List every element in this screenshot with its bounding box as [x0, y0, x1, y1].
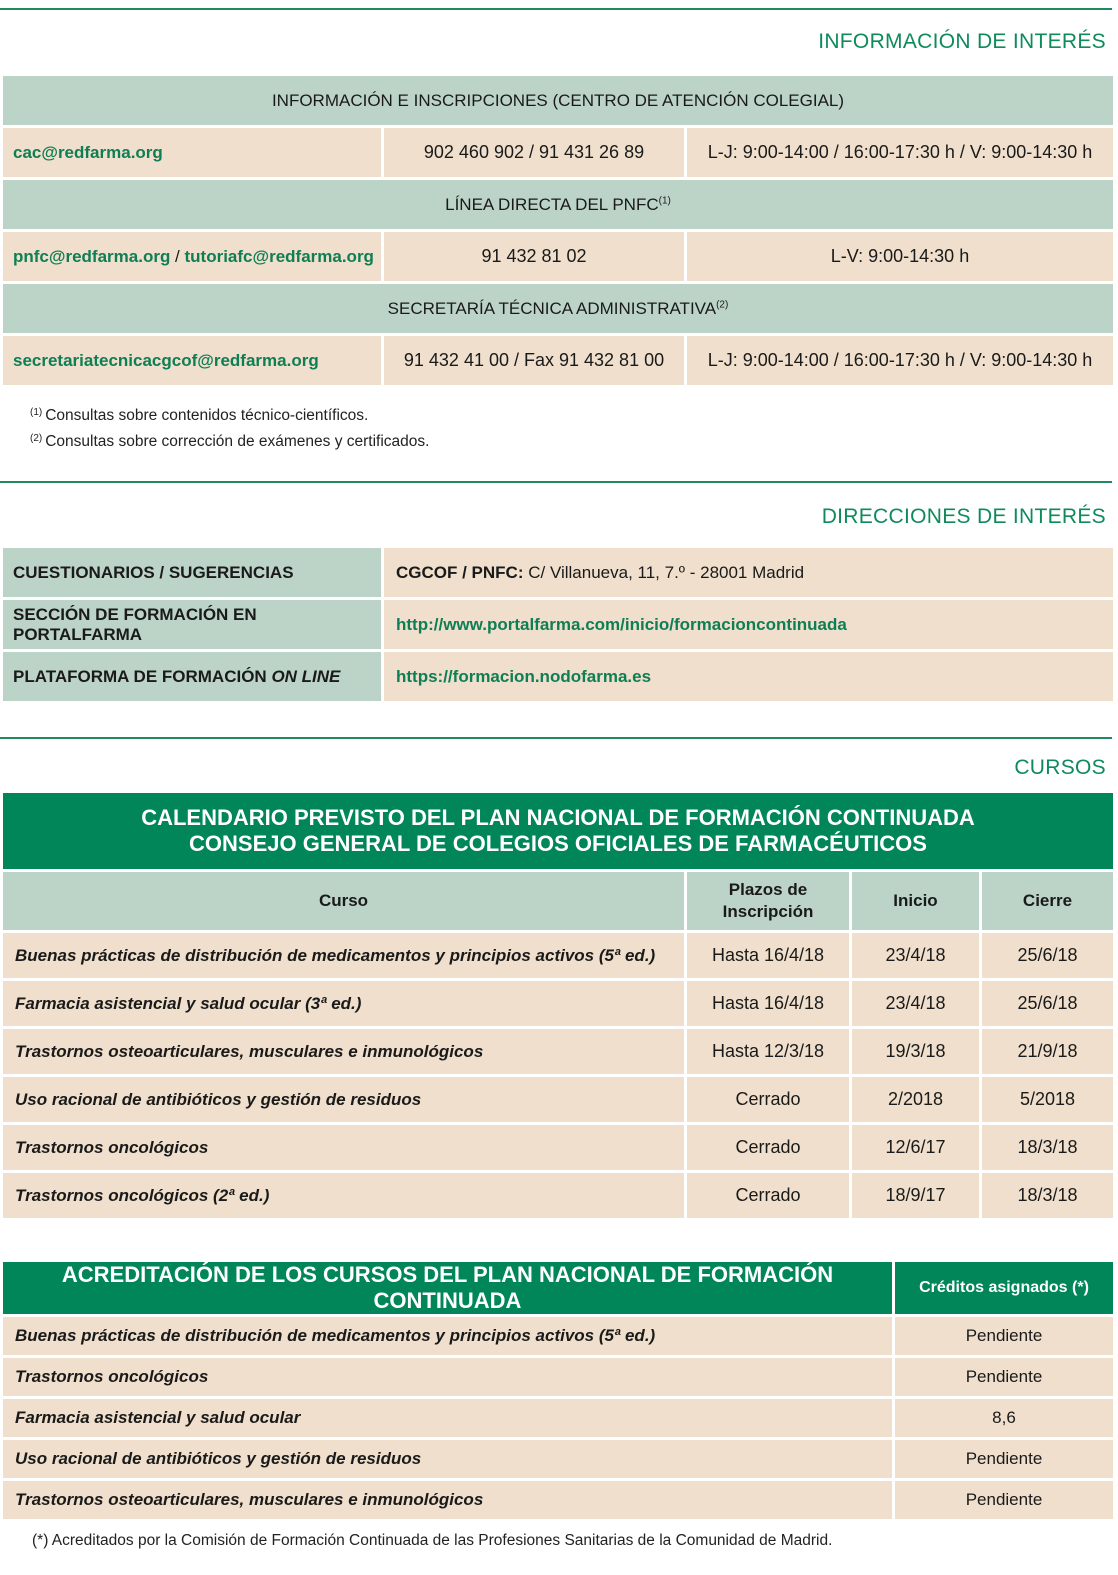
calendar-row	[3, 933, 1113, 978]
addresses-section-title: DIRECCIONES DE INTERÉS	[821, 505, 1106, 528]
footnote-mark: (2)	[716, 298, 729, 310]
section-divider	[0, 8, 1112, 10]
address-text: C/ Villanueva, 11, 7.º - 28001 Madrid	[523, 562, 805, 582]
course-name: Uso racional de antibióticos y gestión de residuos	[3, 1440, 892, 1478]
course-name: Trastornos oncológicos (2ª ed.)	[3, 1173, 684, 1218]
cierre-cell: 25/6/18	[982, 981, 1113, 1026]
accreditation-footnote: (*) Acreditados por la Comisión de Formación Continuada de las Profesiones Sanitarias de la Comunidad de Madrid.	[32, 1532, 833, 1549]
course-name: Trastornos oncológicos	[3, 1358, 892, 1396]
info-row	[3, 336, 1113, 385]
header-text: LÍNEA DIRECTA DEL PNFC	[445, 194, 659, 214]
email-cell	[3, 128, 381, 177]
email-link[interactable]: secretariatecnicacgcof@redfarma.org	[13, 350, 319, 370]
phone-cell: 91 432 81 02	[384, 232, 684, 281]
footnote-mark: (1)	[658, 194, 671, 206]
label-text: PLATAFORMA DE FORMACIÓN	[13, 666, 272, 686]
addresses-table	[0, 545, 1116, 704]
info-block-header	[3, 180, 1113, 229]
email-link[interactable]: tutoriafc@redfarma.org	[184, 246, 374, 266]
plazo-cell: Hasta 16/4/18	[687, 981, 849, 1026]
course-name: Trastornos oncológicos	[3, 1125, 684, 1170]
course-name: Farmacia asistencial y salud ocular (3ª ed.)	[3, 981, 684, 1026]
accreditation-row	[3, 1399, 1113, 1437]
note	[30, 427, 429, 453]
address-label	[3, 652, 381, 701]
label-italic: ON LINE	[271, 666, 341, 686]
calendar-row	[3, 1077, 1113, 1122]
phone-cell: 91 432 41 00 / Fax 91 432 81 00	[384, 336, 684, 385]
calendar-header-row	[3, 872, 1113, 930]
note	[30, 401, 429, 427]
address-label: CUESTIONARIOS / SUGERENCIAS	[3, 548, 381, 597]
inicio-cell: 23/4/18	[852, 981, 979, 1026]
address-value	[384, 548, 1113, 597]
cierre-cell: 5/2018	[982, 1077, 1113, 1122]
course-name: Buenas prácticas de distribución de medicamentos y principios activos (5ª ed.)	[3, 933, 684, 978]
address-label: SECCIÓN DE FORMACIÓN EN PORTALFARMA	[3, 600, 381, 649]
calendar-row	[3, 1125, 1113, 1170]
credits-cell: 8,6	[895, 1399, 1113, 1437]
info-row	[3, 128, 1113, 177]
inicio-cell: 23/4/18	[852, 933, 979, 978]
address-row	[3, 548, 1113, 597]
plazo-cell: Cerrado	[687, 1173, 849, 1218]
email-link[interactable]: cac@redfarma.org	[13, 142, 163, 162]
plazo-cell: Cerrado	[687, 1125, 849, 1170]
plazo-cell: Cerrado	[687, 1077, 849, 1122]
courses-section-title: CURSOS	[1014, 756, 1106, 779]
course-name: Trastornos osteoarticulares, musculares e inmunológicos	[3, 1029, 684, 1074]
calendar-table	[0, 790, 1116, 1221]
cierre-cell: 21/9/18	[982, 1029, 1113, 1074]
calendar-title	[3, 793, 1113, 869]
col-cierre: Cierre	[982, 872, 1113, 930]
credits-cell: Pendiente	[895, 1481, 1113, 1519]
col-inicio: Inicio	[852, 872, 979, 930]
credits-cell: Pendiente	[895, 1358, 1113, 1396]
course-name: Uso racional de antibióticos y gestión de residuos	[3, 1077, 684, 1122]
inicio-cell: 18/9/17	[852, 1173, 979, 1218]
credits-header: Créditos asignados (*)	[895, 1262, 1113, 1314]
note-mark: (2)	[30, 433, 43, 444]
email-cell	[3, 336, 381, 385]
address-value	[384, 600, 1113, 649]
cierre-cell: 25/6/18	[982, 933, 1113, 978]
inicio-cell: 2/2018	[852, 1077, 979, 1122]
info-table	[0, 73, 1116, 388]
info-block-header	[3, 76, 1113, 125]
note-mark: (1)	[30, 407, 43, 418]
hours-cell: L-J: 9:00-14:00 / 16:00-17:30 h / V: 9:00-14:30 h	[687, 128, 1113, 177]
email-cell	[3, 232, 381, 281]
note-text: Consultas sobre corrección de exámenes y certificados.	[45, 433, 430, 450]
header-text: SECRETARÍA TÉCNICA ADMINISTRATIVA	[387, 298, 717, 318]
portalfarma-link[interactable]: http://www.portalfarma.com/inicio/formacioncontinuada	[396, 614, 847, 634]
calendar-row	[3, 1173, 1113, 1218]
section-divider	[0, 737, 1112, 739]
calendar-row	[3, 981, 1113, 1026]
calendar-row	[3, 1029, 1113, 1074]
col-curso: Curso	[3, 872, 684, 930]
calendar-title-line1: CALENDARIO PREVISTO DEL PLAN NACIONAL DE FORMACIÓN CONTINUADA	[141, 805, 975, 830]
cierre-cell: 18/3/18	[982, 1125, 1113, 1170]
plazo-cell: Hasta 16/4/18	[687, 933, 849, 978]
address-value	[384, 652, 1113, 701]
accreditation-row	[3, 1317, 1113, 1355]
hours-cell: L-V: 9:00-14:30 h	[687, 232, 1113, 281]
address-row	[3, 652, 1113, 701]
credits-cell: Pendiente	[895, 1440, 1113, 1478]
accreditation-row	[3, 1440, 1113, 1478]
inicio-cell: 12/6/17	[852, 1125, 979, 1170]
info-row	[3, 232, 1113, 281]
info-notes	[30, 401, 429, 453]
cierre-cell: 18/3/18	[982, 1173, 1113, 1218]
info-block-header	[3, 284, 1113, 333]
accreditation-table	[0, 1259, 1116, 1522]
plazo-cell: Hasta 12/3/18	[687, 1029, 849, 1074]
col-plazos: Plazos de Inscripción	[687, 872, 849, 930]
header-text: INFORMACIÓN E INSCRIPCIONES (CENTRO DE ATENCIÓN COLEGIAL)	[271, 90, 845, 110]
address-row	[3, 600, 1113, 649]
hours-cell: L-J: 9:00-14:00 / 16:00-17:30 h / V: 9:00-14:30 h	[687, 336, 1113, 385]
info-section-title: INFORMACIÓN DE INTERÉS	[818, 30, 1106, 53]
nodofarma-link[interactable]: https://formacion.nodofarma.es	[396, 666, 652, 686]
course-name: Buenas prácticas de distribución de medicamentos y principios activos (5ª ed.)	[3, 1317, 892, 1355]
credits-cell: Pendiente	[895, 1317, 1113, 1355]
address-org: CGCOF / PNFC:	[396, 562, 524, 582]
email-link[interactable]: pnfc@redfarma.org	[13, 246, 171, 266]
accreditation-row	[3, 1481, 1113, 1519]
accreditation-title: ACREDITACIÓN DE LOS CURSOS DEL PLAN NACIONAL DE FORMACIÓN CONTINUADA	[3, 1262, 892, 1314]
accreditation-row	[3, 1358, 1113, 1396]
inicio-cell: 19/3/18	[852, 1029, 979, 1074]
course-name: Farmacia asistencial y salud ocular	[3, 1399, 892, 1437]
section-divider	[0, 481, 1112, 483]
separator: /	[170, 246, 185, 266]
phone-cell: 902 460 902 / 91 431 26 89	[384, 128, 684, 177]
calendar-title-line2: CONSEJO GENERAL DE COLEGIOS OFICIALES DE FARMACÉUTICOS	[189, 831, 927, 856]
note-text: Consultas sobre contenidos técnico-científicos.	[45, 407, 369, 424]
course-name: Trastornos osteoarticulares, musculares e inmunológicos	[3, 1481, 892, 1519]
